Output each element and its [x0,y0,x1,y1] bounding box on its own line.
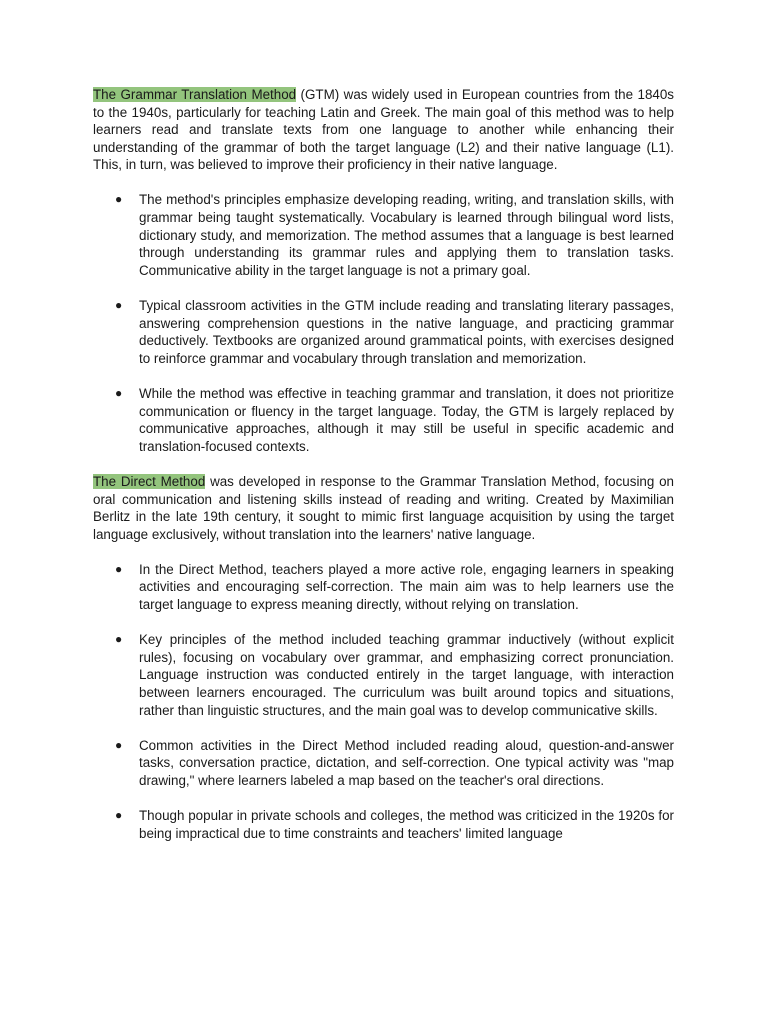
gtm-intro-paragraph [93,86,674,174]
bullet-icon: ● [115,632,123,647]
list-item [93,191,674,279]
direct-method-intro-paragraph [93,473,674,543]
bullet-icon: ● [115,386,123,400]
list-item-text: The method's principles emphasize developing reading, writing, and translation skills, with grammar being taught systematically. Vocabulary is learned through bilingual word lists, dictionary study, and memorization. The method assumes that a language is best learned through understanding its grammar rules and applying them to translation tasks. Communicative ability in the target language is not a primary goal. [139,192,674,278]
document-page [93,86,674,842]
list-item-text: Common activities in the Direct Method included reading aloud, question-and-answer tasks, conversation practice, dictation, and self-correction. One typical activity was "map drawing," where learners labeled a map based on the teacher's oral directions. [139,737,674,788]
list-item [93,737,674,790]
bullet-icon: ● [115,192,123,207]
list-item-text: Key principles of the method included teaching grammar inductively (without explicit rules), focusing on vocabulary over grammar, and emphasizing correct pronunciation. Language instruction was conducted entirely in the target language, with interaction between learners encouraged. The curriculum was built around topics and situations, rather than linguistic structures, and the main goal was to develop communicative skills. [139,632,674,718]
list-item-text: Though popular in private schools and colleges, the method was criticized in the 1920s for being impractical due to time constraints and teachers' limited language [139,808,674,841]
bullet-icon: ● [115,737,123,752]
gtm-heading-highlight: The Grammar Translation Method [93,87,297,102]
list-item [93,807,674,842]
direct-method-bullet-list [93,561,674,843]
list-item-text: Typical classroom activities in the GTM include reading and translating literary passages, answering comprehension questions in the native language, and practicing grammar deductively. Textbooks are organized around grammatical points, with exercises designed to reinforce grammar and vocabulary through translation and memorization. [139,298,674,366]
list-item [93,297,674,367]
list-item-text: While the method was effective in teaching grammar and translation, it does not prioritize communication or fluency in the target language. Today, the GTM is largely replaced by communicative approaches, although it may still be useful in specific academic and translation-focused contexts. [139,386,674,454]
list-item [93,561,674,614]
gtm-bullet-list [93,191,674,455]
gtm-intro-text: (GTM) was widely used in European countries from the 1840s to the 1940s, particularly for teaching Latin and Greek. The main goal of this method was to help learners read and translate texts from one language to another while enhancing their understanding of the grammar of both the target language (L2) and their native language (L1). This, in turn, was believed to improve their proficiency in their native language. [93,87,674,173]
list-item [93,385,674,455]
bullet-icon: ● [115,808,123,823]
direct-method-intro-text: was developed in response to the Grammar Translation Method, focusing on oral communication and listening skills instead of reading and writing. Created by Maximilian Berlitz in the late 19th century, it sought to mimic first language acquisition by using the target language exclusively, without translation into the learners' native language. [93,473,674,542]
bullet-icon: ● [115,298,123,313]
list-item [93,631,674,719]
list-item-text: In the Direct Method, teachers played a more active role, engaging learners in speaking activities and encouraging self-correction. The main aim was to help learners use the target language to express meaning directly, without relying on translation. [139,561,674,613]
bullet-icon: ● [115,561,123,576]
direct-method-heading-highlight: The Direct Method [93,473,206,489]
